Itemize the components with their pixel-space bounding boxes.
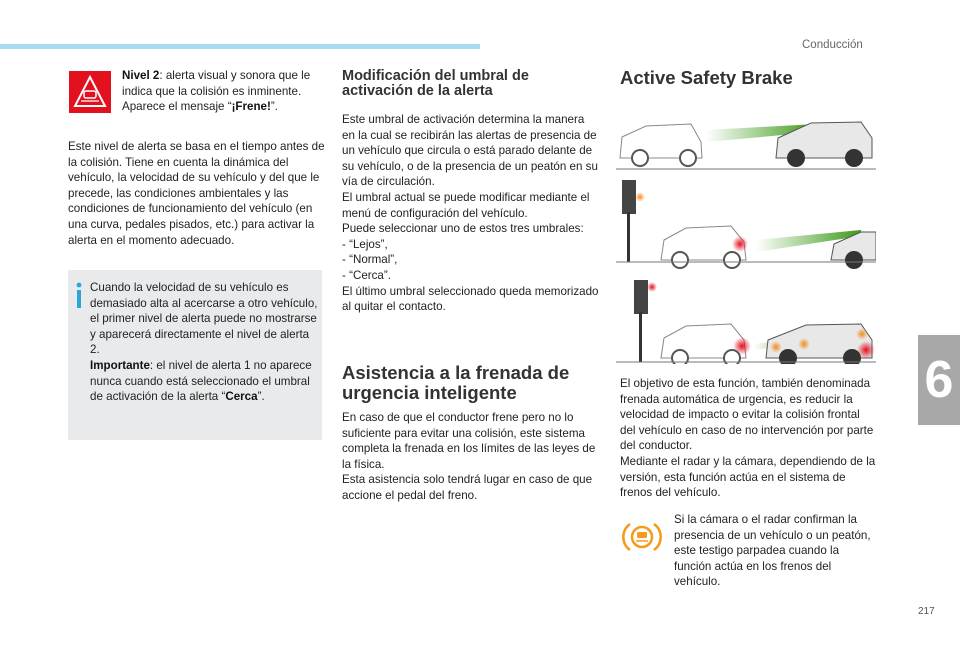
asb-para-2: Mediante el radar y la cámara, dependiendo de la versión, esta función actúa en el sistema de frenos del vehículo. <box>620 454 876 500</box>
brake-assist-para-1: En caso de que el conductor frene pero no lo suficiente para evitar una colisión, este sistema completa la frenada en los límites de las leyes de la física. <box>342 411 596 471</box>
asb-text <box>620 376 878 501</box>
note-text-1: Cuando la velocidad de su vehículo es demasiado alta al acercarse a otro vehículo, el primer nivel de alerta puede no mostrarse y aparecerá directamente el nivel de alerta 2. <box>90 281 318 357</box>
page-number: 217 <box>918 606 935 617</box>
level2-description <box>122 68 322 115</box>
threshold-para-3: Puede seleccionar uno de estos tres umbrales: <box>342 222 584 236</box>
asb-warning-light-icon <box>622 520 662 554</box>
threshold-text <box>342 112 600 315</box>
collision-alert-icon <box>69 71 111 113</box>
scene-3 <box>616 280 876 364</box>
asb-illustration <box>616 112 876 364</box>
section-title: Conducción <box>802 39 863 51</box>
option-lejos: - “Lejos”, <box>342 237 388 251</box>
punct: ”. <box>270 100 278 114</box>
info-icon <box>74 282 84 306</box>
level2-text: : alerta visual y sonora que le indica que la colisión es inminente. Aparece el mensaje “ <box>122 69 311 114</box>
option-cerca: - “Cerca”. <box>342 268 391 282</box>
section-heading-threshold: Modificación del umbral de activación de la alerta <box>342 68 529 99</box>
punct: ”. <box>257 390 265 404</box>
level2-label: Nivel 2 <box>122 69 160 82</box>
header-bar <box>0 44 480 49</box>
threshold-para-4: El último umbral seleccionado queda memorizado al quitar el contacto. <box>342 284 599 314</box>
chapter-tab: 6 <box>918 335 960 425</box>
threshold-para-2: El umbral actual se puede modificar mediante el menú de configuración del vehículo. <box>342 190 590 220</box>
warning-light-text: Si la cámara o el radar confirman la presencia de un vehículo o un peatón, este testigo parpadea cuando la función actúa en los frenos del vehículo. <box>674 513 871 589</box>
note-text <box>90 280 318 405</box>
scene-2 <box>616 180 876 269</box>
threshold-para-1: Este umbral de activación determina la manera en la cual se recibirán las alertas de presencia de un vehículo que circula o está parado delante de su vehículo, o de la presencia de un peatón en su vía de circulación. <box>342 113 598 189</box>
brake-assist-text <box>342 410 600 504</box>
note-text-2: : el nivel de alerta 1 no aparece nunca cuando está seleccionado el umbral de activación de la alerta “ <box>90 358 312 404</box>
asb-para-1: El objetivo de esta función, también denominada frenada automática de urgencia, es reducir la velocidad de impacto o evitar la colisión frontal del vehículo en caso de no intervención por parte del conductor. <box>620 377 874 453</box>
scene-1 <box>616 122 876 169</box>
important-label: Importante <box>90 358 150 372</box>
section-heading-asb: Active Safety Brake <box>620 67 793 88</box>
brake-assist-para-2: Esta asistencia solo tendrá lugar en caso de que accione el pedal del freno. <box>342 473 593 502</box>
frene-message: ¡Frene! <box>231 100 271 114</box>
cerca-label: Cerca <box>225 390 258 404</box>
info-note <box>68 270 322 440</box>
alert-paragraph: Este nivel de alerta se basa en el tiempo antes de la colisión. Tiene en cuenta la dinámica del vehículo, la velocidad de su vehículo y del que le precede, las condiciones ambientales y las condiciones de funcionamiento del vehículo (en una curva, pedales pisados, etc.) para activar la alerta en el momento adecuado. <box>68 140 325 247</box>
section-heading-brake-assist: Asistencia a la frenada de urgencia inteligente <box>342 362 570 403</box>
option-normal: - “Normal”, <box>342 253 398 267</box>
